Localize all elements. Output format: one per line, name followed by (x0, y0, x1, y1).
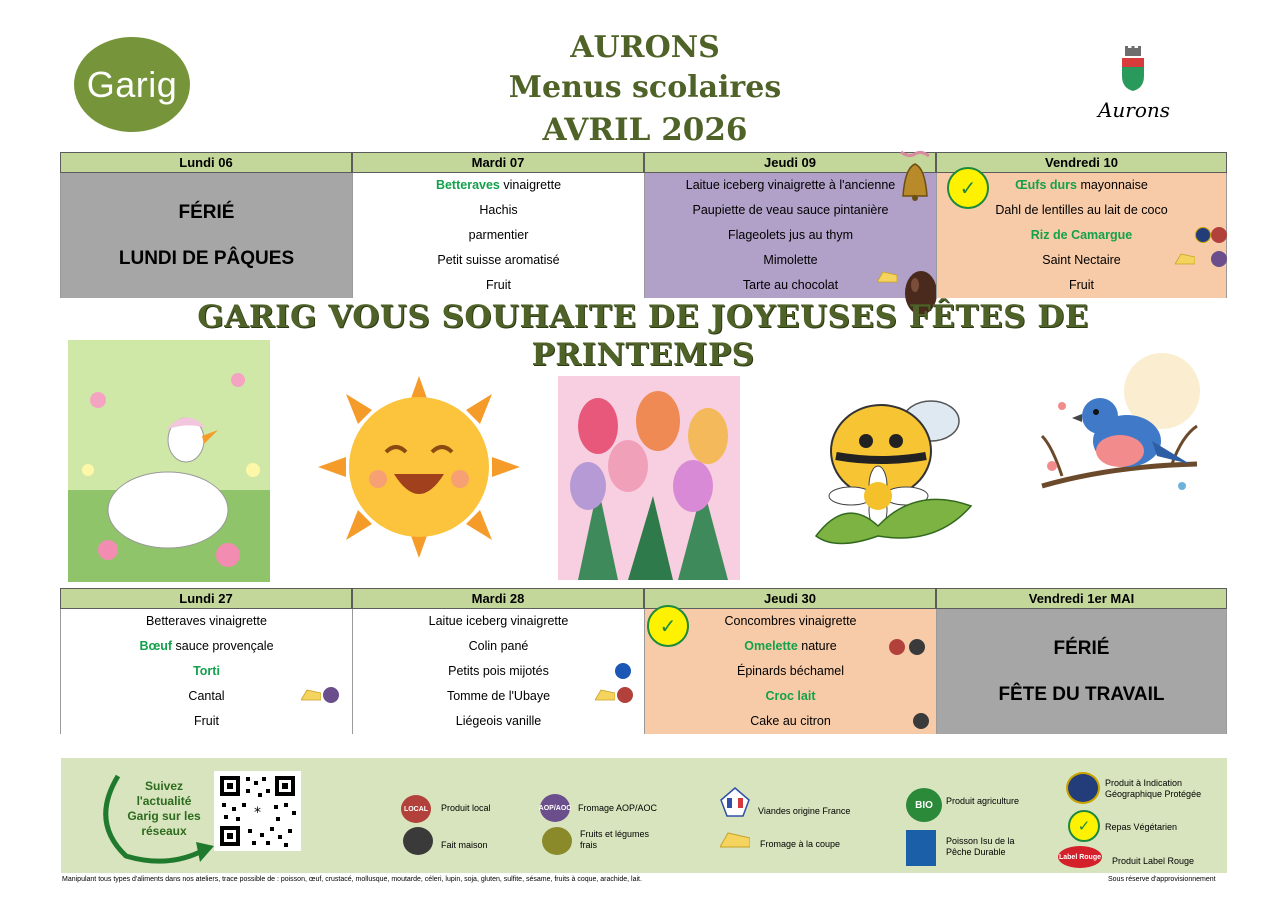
ferie-reason: LUNDI DE PÂQUES (118, 247, 295, 269)
goose-illustration (68, 340, 270, 582)
menu-item-highlight: Betteraves (435, 178, 500, 192)
day-header: Mardi 07 (352, 152, 644, 173)
menu-item (61, 634, 352, 659)
page-title-town: AURONS (570, 30, 720, 65)
label-rouge-legend-icon (1058, 846, 1102, 868)
menu-item: Colin pané (468, 639, 529, 653)
menu-item-text: sauce provençale (172, 639, 274, 653)
garig-logo-text: Garig (86, 63, 178, 105)
menu-item: Mimolette (763, 253, 818, 267)
menu-item-text: vinaigrette (499, 178, 562, 192)
vegetarien-legend-icon: ✓ (1068, 810, 1100, 842)
bio-legend-icon-text: BIO (915, 799, 933, 811)
follow-us-text: Suivez l'actualité Garig sur les réseaux (127, 779, 201, 838)
legend-local: Produit local (441, 803, 491, 813)
day-header: Lundi 06 (60, 152, 352, 173)
week2-lundi (60, 609, 352, 734)
menu-item: Épinards béchamel (736, 664, 844, 678)
menu-item-highlight: Croc lait (765, 689, 816, 703)
aop-icon (323, 687, 339, 703)
banner-line-2: PRINTEMPS (531, 337, 755, 373)
week1-mardi (352, 173, 644, 298)
legend-fait-maison: Fait maison (441, 840, 488, 850)
menu-item-highlight: Œufs durs (1015, 178, 1077, 192)
supply-notice: Sous réserve d'approvisionnement (1108, 876, 1216, 883)
menu-item: Fruit (1069, 278, 1094, 292)
aurons-crest-icon (1120, 46, 1146, 92)
menu-item: Hachis (479, 203, 518, 217)
allergen-disclaimer: Manipulant tous types d'aliments dans nos ateliers, trace possible de : poisson, œuf, crustacé, mollusque, moutarde, céleri, lupin, soja, gluten, sulfite, sésame, fruits à coque, arachide, lait. (62, 876, 642, 883)
fromage-coupe-icon (720, 832, 750, 848)
menu-item: parmentier (468, 228, 529, 242)
day-header: Jeudi 09 (644, 152, 936, 173)
bio-legend-icon (906, 788, 942, 822)
week2-vendredi (936, 609, 1227, 734)
tulips-illustration (558, 376, 740, 580)
menu-item: Laitue iceberg vinaigrette à l'ancienne (685, 178, 896, 192)
ferie-label: FÉRIÉ (1053, 637, 1110, 659)
menu-item (353, 173, 644, 198)
week2-header-row (60, 588, 1227, 609)
menu-item (937, 223, 1226, 248)
legend-igp: Produit à Indication Géographique Protégée (1105, 778, 1202, 799)
menu-item: Dahl de lentilles au lait de coco (995, 203, 1168, 217)
fait-maison-icon (909, 639, 925, 655)
menu-item: Flageolets jus au thym (727, 228, 854, 242)
page-title: Menus scolaires (508, 70, 782, 105)
bird-illustration (1032, 346, 1204, 518)
aop-legend-icon-text: AOP/AOC (538, 804, 572, 812)
fait-maison-icon (913, 713, 929, 729)
menu-item: Betteraves vinaigrette (146, 614, 267, 628)
legend-bio: Produit agriculture (946, 796, 1020, 806)
menu-item-highlight: Torti (193, 664, 220, 678)
spring-banner (150, 298, 1136, 374)
menu-item: Petits pois mijotés (448, 664, 549, 678)
svg-text:*: * (254, 805, 261, 821)
vegetarian-icon: ✓ (647, 605, 689, 647)
week1-table (60, 152, 1227, 298)
igp-icon (1195, 227, 1211, 243)
day-header: Vendredi 10 (936, 152, 1227, 173)
menu-item: Saint Nectaire (1042, 253, 1121, 267)
sun-illustration (316, 374, 522, 560)
menu-item-highlight: Bœuf (139, 639, 173, 653)
menu-item-text: nature (797, 639, 837, 653)
easter-bell-icon (893, 148, 937, 206)
week1-header-row (60, 152, 1227, 173)
garig-logo (74, 37, 190, 132)
week2-jeudi (644, 609, 936, 734)
week2-body (60, 609, 1227, 734)
cheese-icon (1175, 253, 1195, 265)
legend-viandes: Viandes origine France (758, 806, 851, 816)
legend-fruits: Fruits et légumes frais (580, 829, 650, 850)
igp-legend-icon (1066, 772, 1100, 804)
ferie-block (61, 173, 352, 298)
legend-peche: Poisson Isu de la Pêche Durable (946, 836, 1015, 857)
qr-code[interactable] (214, 771, 301, 851)
local-legend-icon (401, 795, 431, 823)
fruits-legumes-legend-icon (542, 827, 572, 855)
viandes-france-icon (718, 786, 752, 818)
day-header: Vendredi 1er MAI (936, 588, 1227, 609)
legend-aop: Fromage AOP/AOC (578, 803, 658, 813)
week1-lundi (60, 173, 352, 298)
legend-vegetarien: Repas Végétarien (1105, 822, 1178, 832)
local-icon (1211, 227, 1227, 243)
cheese-icon (877, 271, 897, 283)
menu-item (61, 659, 352, 684)
banner-line-1: GARIG VOUS SOUHAITE DE JOYEUSES FÊTES DE (197, 299, 1089, 335)
menu-item-highlight: Riz de Camargue (1030, 228, 1133, 242)
menu-item: Liégeois vanille (455, 714, 542, 728)
cheese-icon (301, 689, 321, 701)
local-icon (889, 639, 905, 655)
aop-legend-icon (540, 794, 570, 822)
aop-icon (1211, 251, 1227, 267)
menu-item: Cake au citron (750, 714, 831, 728)
week1-body (60, 173, 1227, 298)
menu-item: Cantal (188, 689, 225, 703)
local-icon (617, 687, 633, 703)
menu-item: Petit suisse aromatisé (437, 253, 560, 267)
label-rouge-legend-icon-text: Label Rouge (1058, 853, 1101, 861)
menu-item: Fruit (486, 278, 511, 292)
legend-fromage-coupe: Fromage à la coupe (760, 839, 841, 849)
day-header: Mardi 28 (352, 588, 644, 609)
aurons-logo-text: Aurons (1097, 98, 1171, 122)
menu-item: Paupiette de veau sauce pintanière (692, 203, 889, 217)
cheese-icon (595, 689, 615, 701)
menu-item (645, 684, 936, 709)
menu-item-text: mayonnaise (1076, 178, 1148, 192)
day-header: Lundi 27 (60, 588, 352, 609)
local-legend-icon-text: LOCAL (403, 805, 429, 813)
week2-table (60, 588, 1227, 734)
vegetarian-icon: ✓ (947, 167, 989, 209)
menu-item: Laitue iceberg vinaigrette (428, 614, 569, 628)
legend-label-rouge: Produit Label Rouge (1112, 856, 1195, 866)
week1-vendredi (936, 173, 1227, 298)
menu-item: Concombres vinaigrette (724, 614, 857, 628)
ferie-reason: FÊTE DU TRAVAIL (998, 683, 1165, 705)
peche-durable-legend-icon (906, 830, 936, 866)
peche-durable-icon (615, 663, 631, 679)
ferie-label: FÉRIÉ (178, 201, 235, 223)
fait-maison-legend-icon (403, 827, 433, 855)
ferie-block (937, 609, 1226, 734)
menu-item: Tarte au chocolat (742, 278, 839, 292)
menu-item-highlight: Omelette (744, 639, 798, 653)
menu-item: Tomme de l'Ubaye (446, 689, 551, 703)
bee-illustration (796, 386, 986, 552)
week2-mardi (352, 609, 644, 734)
menu-item: Fruit (194, 714, 219, 728)
page-title-month: AVRIL 2026 (542, 112, 748, 148)
day-header: Jeudi 30 (644, 588, 936, 609)
